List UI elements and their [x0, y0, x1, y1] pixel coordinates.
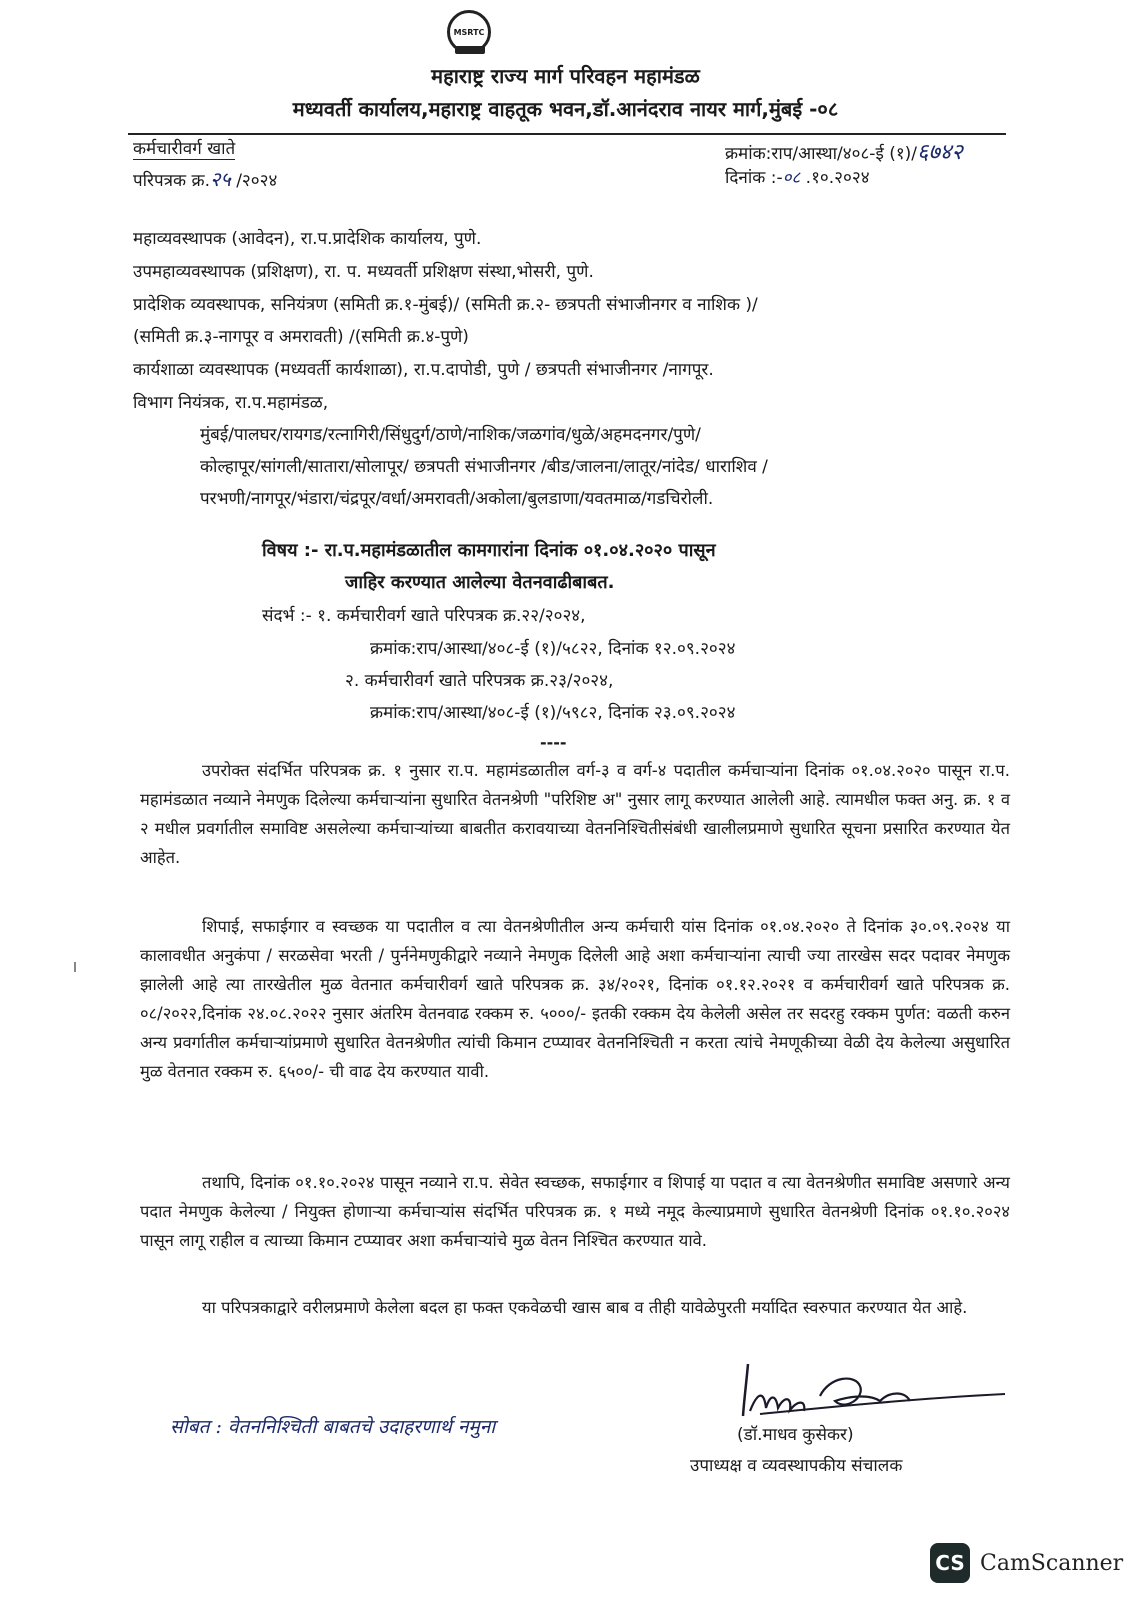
logo-text: MSRTC	[453, 27, 485, 37]
logo-ribbon	[455, 46, 485, 54]
reference-number	[725, 136, 963, 166]
circular-number	[133, 165, 277, 192]
recipient-line: महाव्यवस्थापक (आवेदन), रा.प.प्रादेशिक कार्यालय, पुणे.	[133, 229, 482, 249]
enclosure-note: सोबत : वेतननिश्चिती बाबतचे उदाहरणार्थ नमुना	[170, 1416, 496, 1438]
circular-handwritten: २५	[209, 167, 231, 191]
date-handwritten: ०८	[782, 168, 801, 188]
organization-address: मध्यवर्ती कार्यालय,महाराष्ट्र वाहतूक भवन,डॉ.आनंदराव नायर मार्ग,मुंबई -०८	[292, 97, 839, 121]
subject-line-1: विषय :- रा.प.महामंडळातील कामगारांना दिनांक ०१.०४.२०२० पासून	[262, 540, 716, 561]
body-paragraph-1: उपरोक्त संदर्भित परिपत्रक क्र. १ नुसार रा.प. महामंडळातील वर्ग-३ व वर्ग-४ पदातील कर्मचाऱ्यांना दिनांक ०१.०४.२०२० पासून रा.प. महामंडळात नव्याने नेमणुक दिलेल्या कर्मचाऱ्यांना सुधारित वेतनश्रेणी "परिशिष्ट अ" नुसार लागू करण्यात आलेली आहे. त्यामधील फक्त अनु. क्र. १ व २ मधील प्रवर्गातील समाविष्ट असलेल्या कर्मचाऱ्यांच्या बाबतीत करावयाच्या वेतननिश्चितीसंबंधी खालीलप्रमाणे सुधारित सूचना प्रसारित करण्यात येत आहेत.	[140, 761, 1010, 867]
department-label	[133, 136, 235, 159]
circular-prefix: परिपत्रक क्र.	[133, 171, 210, 191]
scan-margin-mark	[74, 962, 76, 972]
recipient-line: विभाग नियंत्रक, रा.प.महामंडळ,	[133, 393, 329, 413]
recipient-line: (समिती क्र.३-नागपूर व अमरावती) /(समिती क्र.४-पुणे)	[133, 327, 469, 347]
section-separator: ----	[540, 733, 567, 752]
division-list-line: मुंबई/पालघर/रायगड/रत्नागिरी/सिंधुदुर्ग/ठाणे/नाशिक/जळगांव/धुळे/अहमदनगर/पुणे/	[200, 425, 701, 445]
department-text: कर्मचारीवर्ग खाते	[133, 139, 236, 159]
organization-name: महाराष्ट्र राज्य मार्ग परिवहन महामंडळ	[431, 64, 700, 88]
circular-date	[725, 165, 870, 188]
signature-image	[740, 1356, 1010, 1426]
reference-1: संदर्भ :- १. कर्मचारीवर्ग खाते परिपत्रक क्र.२२/२०२४,	[262, 606, 586, 626]
signer-title: उपाध्यक्ष व व्यवस्थापकीय संचालक	[690, 1456, 903, 1476]
subject-line-2: जाहिर करण्यात आलेल्या वेतनवाढीबाबत.	[345, 572, 615, 593]
camscanner-watermark: CamScanner	[980, 1551, 1124, 1576]
recipient-line: प्रादेशिक व्यवस्थापक, सनियंत्रण (समिती क्र.१-मुंबई)/ (समिती क्र.२- छत्रपती संभाजीनगर व नाशिक )/	[133, 295, 758, 315]
signer-name: (डॉ.माधव कुसेकर)	[737, 1425, 854, 1445]
date-label: दिनांक :-	[725, 168, 783, 188]
body-paragraph-4: या परिपत्रकाद्वारे वरीलप्रमाणे केलेला बदल हा फक्त एकवेळची खास बाब व तीही यावेळेपुरती मर्यादित स्वरुपात करण्यात येत आहे.	[202, 1298, 968, 1317]
reference-2-detail: क्रमांक:राप/आस्था/४०८-ई (१)/५९८२, दिनांक २३.०९.२०२४	[370, 703, 736, 723]
body-paragraph-2: शिपाई, सफाईगार व स्वच्छक या पदातील व त्या वेतनश्रेणीतील अन्य कर्मचारी यांस दिनांक ०१.०४.२०२० ते दिनांक ३०.०९.२०२४ या कालावधीत अनुकंपा / सरळसेवा भरती / पुर्ननेमणुकीद्वारे नव्याने नेमणुक दिलेली आहे अशा कर्मचाऱ्यांना त्याची ज्या तारखेस सदर पदावर नेमणुक झालेली आहे त्या तारखेतील मुळ वेतनात कर्मचारीवर्ग खाते परिपत्रक क्र. ३४/२०२१, दिनांक ०१.१२.२०२१ व कर्मचारीवर्ग खाते परिपत्रक क्र. ०८/२०२२,दिनांक २४.०८.२०२२ नुसार अंतरिम वेतनवाढ रक्कम रु. ५०००/- इतकी रक्कम देय केलेली असेल तर सदरहु रक्कम पुर्णत: वळती करुन अन्य प्रवर्गातील कर्मचाऱ्यांप्रमाणे सुधारित वेतनश्रेणीत त्यांची किमान टप्प्यावर वेतननिश्चिती न करता त्यांचे नेमणूकीच्या वेळी देय केलेल्या असुधारित मुळ वेतनात रक्कम रु. ६५००/- ची वाढ देय करण्यात यावी.	[140, 917, 1010, 1081]
recipient-line: कार्यशाळा व्यवस्थापक (मध्यवर्ती कार्यशाळा), रा.प.दापोडी, पुणे / छत्रपती संभाजीनगर /नागपूर.	[133, 360, 714, 380]
division-list-line: परभणी/नागपूर/भंडारा/चंद्रपूर/वर्धा/अमरावती/अकोला/बुलडाणा/यवतमाळ/गडचिरोली.	[200, 489, 714, 509]
recipient-line: उपमहाव्यवस्थापक (प्रशिक्षण), रा. प. मध्यवर्ती प्रशिक्षण संस्था,भोसरी, पुणे.	[133, 262, 594, 282]
division-list-line: कोल्हापूर/सांगली/सातारा/सोलापूर/ छत्रपती संभाजीनगर /बीड/जालना/लातूर/नांदेड/ धाराशिव /	[200, 457, 768, 477]
body-paragraph-3: तथापि, दिनांक ०१.१०.२०२४ पासून नव्याने रा.प. सेवेत स्वच्छक, सफाईगार व शिपाई या पदात व त्या वेतनश्रेणीत समाविष्ट असणारे अन्य पदात नेमणुक केलेल्या / नियुक्त होणाऱ्या कर्मचाऱ्यांस संदर्भित परिपत्रक क्र. १ मध्ये नमूद केल्याप्रमाणे सुधारित वेतनश्रेणी दिनांक ०१.१०.२०२४ पासून लागू राहील व त्याच्या किमान टप्प्यावर अशा कर्मचाऱ्यांचे मुळ वेतन निश्चित करण्यात यावे.	[140, 1173, 1010, 1250]
circular-suffix: /२०२४	[230, 171, 278, 191]
header-rule	[128, 133, 1006, 135]
reference-1-detail: क्रमांक:राप/आस्था/४०८-ई (१)/५८२२, दिनांक १२.०९.२०२४	[370, 639, 736, 659]
date-suffix: .१०.२०२४	[800, 168, 870, 188]
camscanner-logo-icon	[930, 1543, 970, 1583]
reference-handwritten: ६७४२	[917, 140, 963, 165]
reference-2: २. कर्मचारीवर्ग खाते परिपत्रक क्र.२३/२०२४,	[345, 671, 614, 691]
camscanner-badge-text: CS	[935, 1551, 965, 1575]
reference-prefix: क्रमांक:राप/आस्था/४०८-ई (१)/	[725, 144, 918, 164]
